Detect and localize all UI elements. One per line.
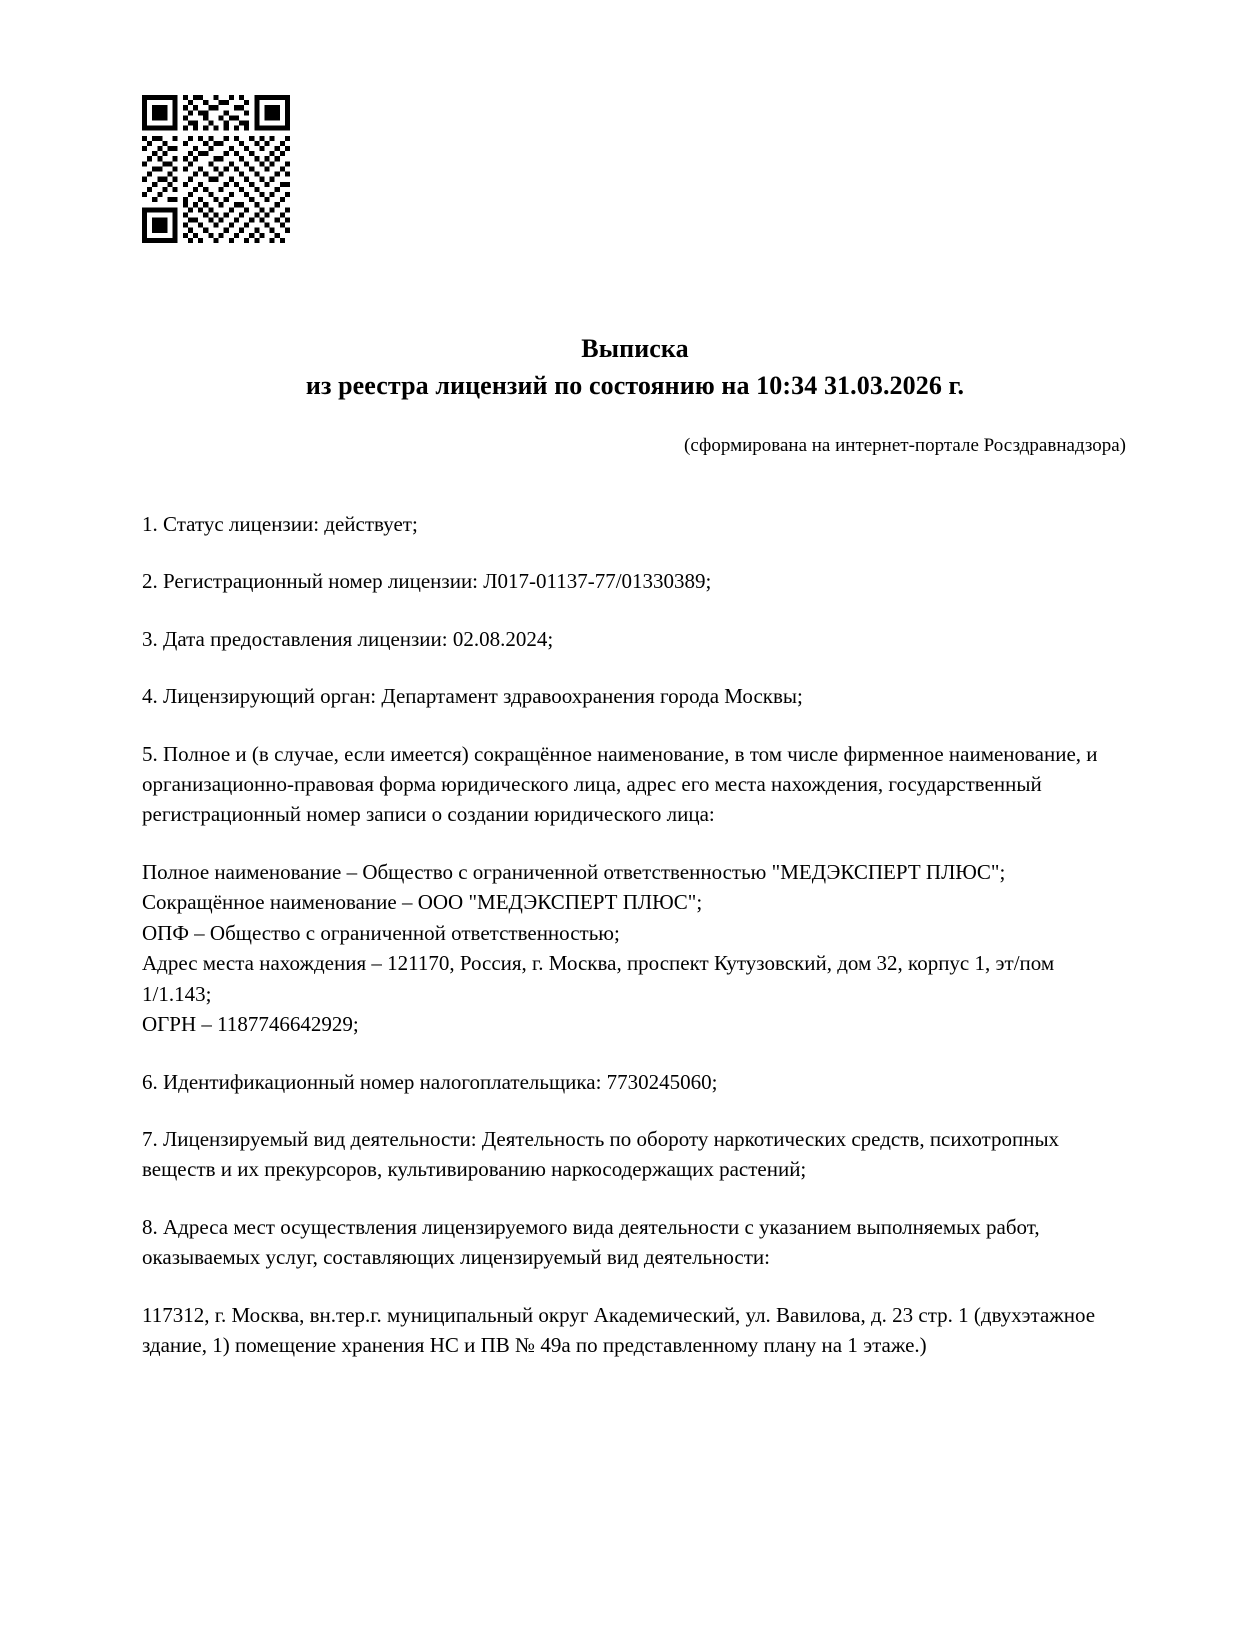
entity-short-name: Сокращённое наименование – ООО "МЕДЭКСПЕРТ ПЛЮС"; bbox=[142, 890, 703, 915]
document-body bbox=[142, 509, 1128, 1361]
entity-ogrn: ОГРН – 1187746642929; bbox=[142, 1012, 359, 1037]
item-issue-date: 3. Дата предоставления лицензии: 02.08.2024; bbox=[142, 626, 554, 651]
item-licensed-activity: 7. Лицензируемый вид деятельности: Деятельность по обороту наркотических средств, психотропных веществ и их прекурсоров, культивированию наркосодержащих растений; bbox=[142, 1126, 1060, 1182]
entity-legal-form: ОПФ – Общество с ограниченной ответственностью; bbox=[142, 920, 620, 945]
activity-address: 117312, г. Москва, вн.тер.г. муниципальный округ Академический, ул. Вавилова, д. 23 стр. 1 (двухэтажное здание, 1) помещение хранения НС и ПВ № 49а по представленному плану на 1 этаже.) bbox=[142, 1302, 1096, 1358]
item-inn: 6. Идентификационный номер налогоплательщика: 7730245060; bbox=[142, 1069, 718, 1094]
qr-code bbox=[142, 95, 290, 243]
entity-full-name: Полное наименование – Общество с ограниченной ответственностью "МЕДЭКСПЕРТ ПЛЮС"; bbox=[142, 859, 1006, 884]
page-title bbox=[142, 331, 1128, 405]
title-line-2: из реестра лицензий по состоянию на 10:34 31.03.2026 г. bbox=[305, 370, 965, 400]
entity-address: Адрес места нахождения – 121170, Россия, г. Москва, проспект Кутузовский, дом 32, корпус 1, эт/пом 1/1.143; bbox=[142, 951, 1055, 1006]
document-subtitle: (сформирована на интернет-портале Росздравнадзора) bbox=[684, 434, 1126, 456]
item-registration-number: 2. Регистрационный номер лицензии: Л017-01137-77/01330389; bbox=[142, 569, 712, 594]
item-entity-heading: 5. Полное и (в случае, если имеется) сокращённое наименование, в том числе фирменное наименование, и организационно-правовая форма юридического лица, адрес его места нахождения, государственный регистрационный номер записи о создании юридического лица: bbox=[142, 741, 1098, 827]
entity-details bbox=[142, 857, 1128, 1040]
title-line-1: Выписка bbox=[581, 334, 689, 363]
item-status: 1. Статус лицензии: действует; bbox=[142, 511, 418, 536]
item-licensing-authority: 4. Лицензирующий орган: Департамент здравоохранения города Москвы; bbox=[142, 684, 803, 709]
item-activity-addresses-heading: 8. Адреса мест осуществления лицензируемого вида деятельности с указанием выполняемых работ, оказываемых услуг, составляющих лицензируемый вид деятельности: bbox=[142, 1214, 1040, 1270]
